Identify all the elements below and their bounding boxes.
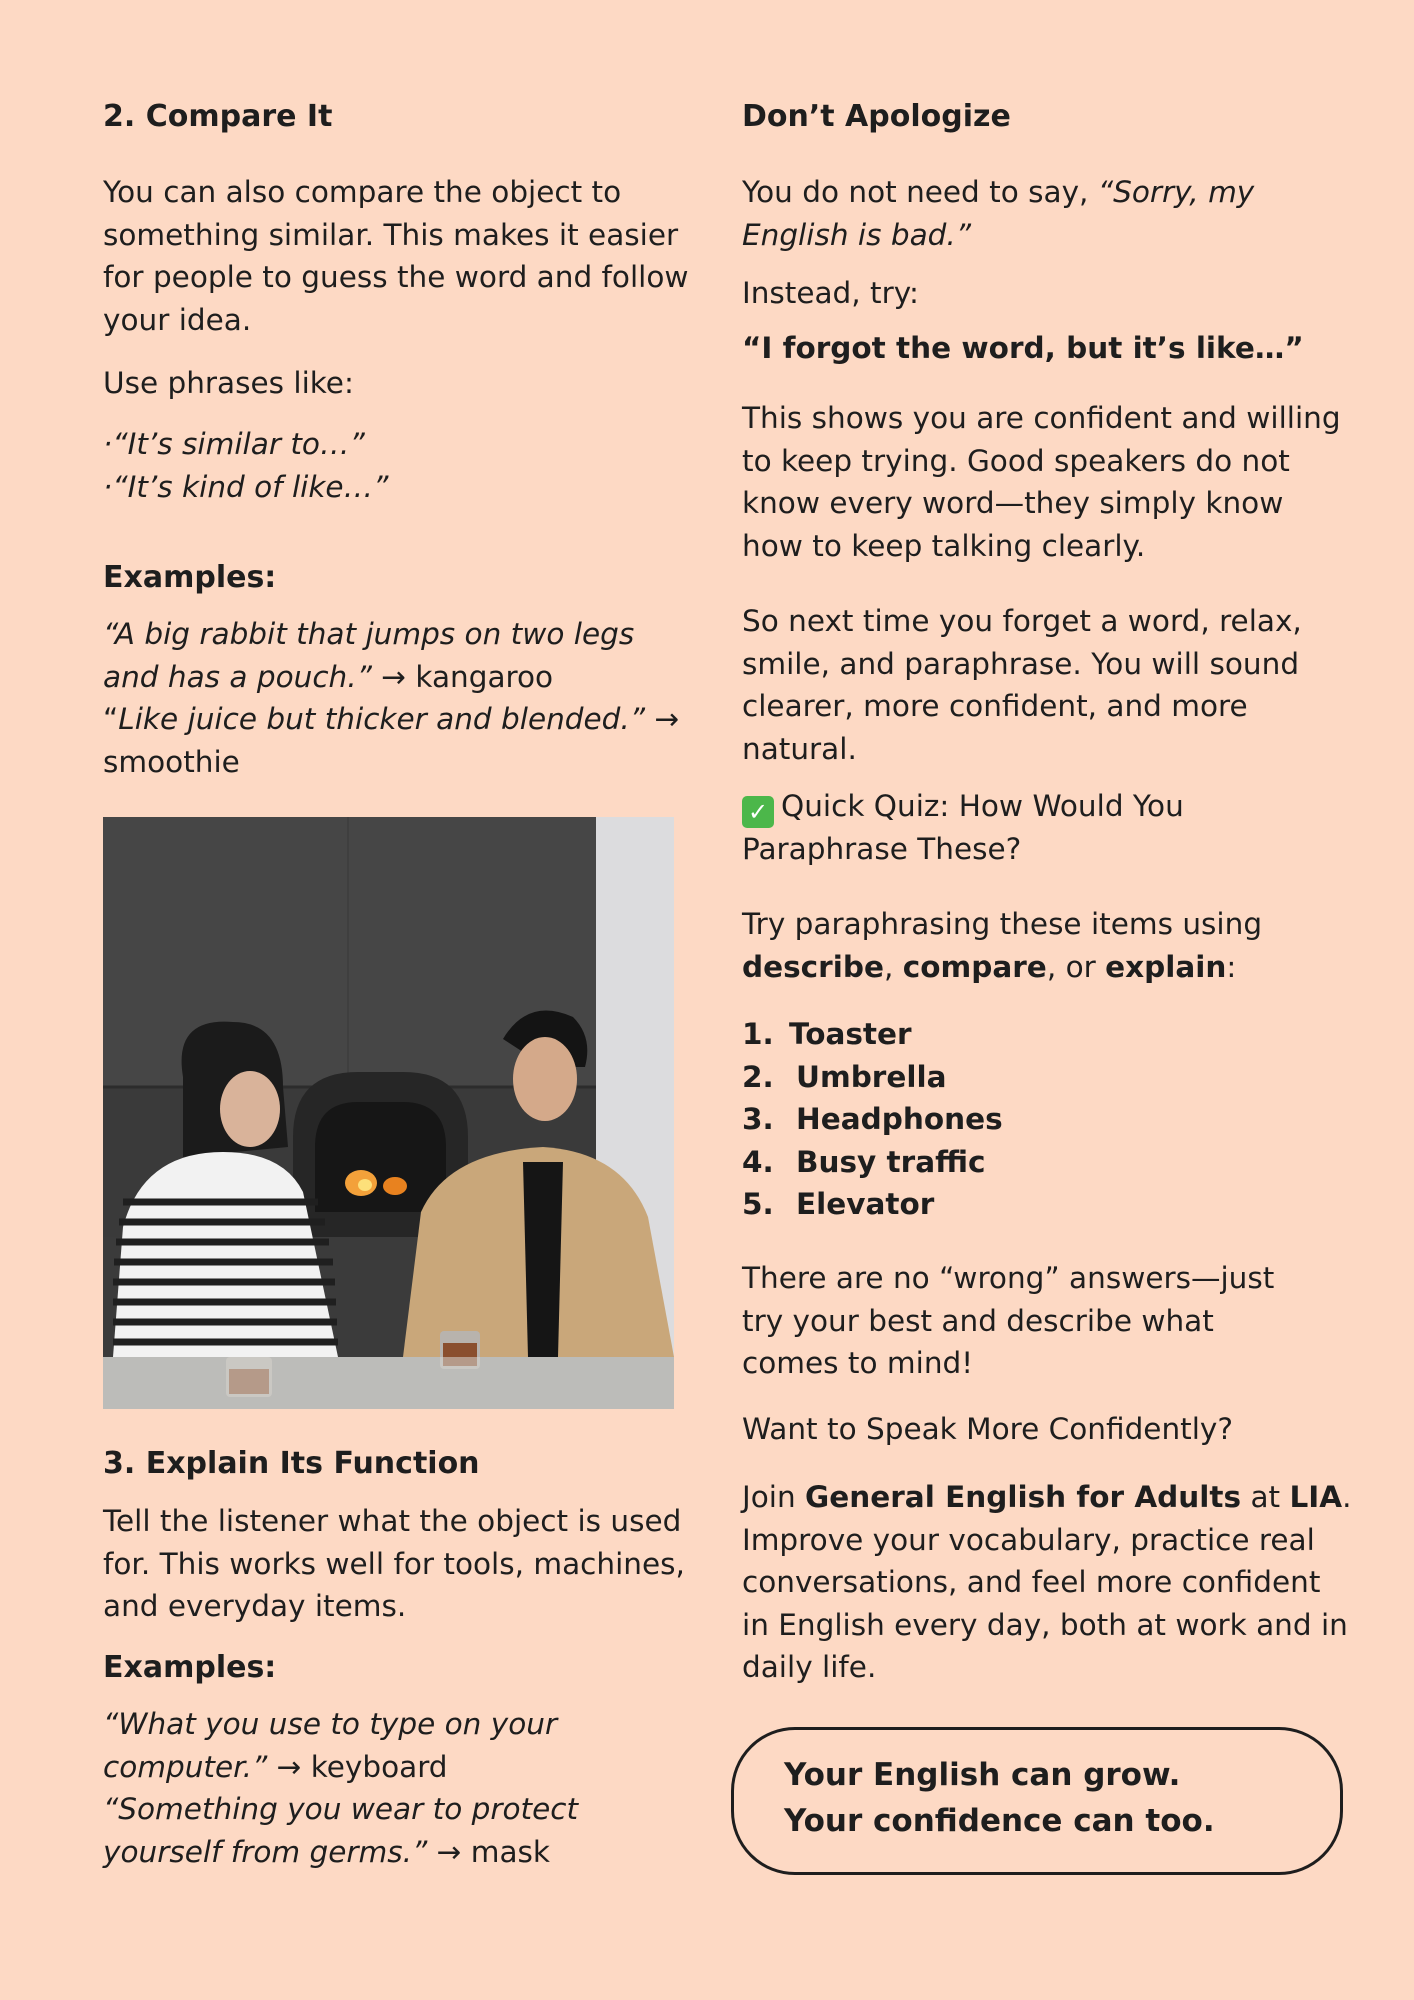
quiz-heading	[742, 785, 1302, 871]
next-time-paragraph: So next time you forget a word, relax, smile, and paraphrase. You will sound clearer, more confident, and more natural.	[742, 604, 1302, 766]
cta-paragraph	[742, 1476, 1352, 1689]
section-heading-apologize: Don’t Apologize	[742, 99, 1011, 134]
photo-illustration	[103, 817, 674, 1409]
example-item	[103, 1703, 703, 1788]
compare-examples	[103, 613, 693, 783]
example-quote: “What you use to type on your computer.”	[103, 1707, 558, 1784]
example-quote-open: “	[103, 702, 119, 736]
quiz-item-label: Busy traffic	[796, 1144, 986, 1179]
punctuation: :	[1226, 949, 1237, 984]
quiz-item-number: 3.	[742, 1102, 774, 1136]
examples-label: Examples:	[103, 1650, 277, 1685]
example-item	[103, 613, 693, 698]
quiz-intro	[742, 903, 1302, 988]
example-item	[103, 698, 693, 783]
quiz-item-label: Umbrella	[796, 1059, 947, 1094]
example-answer: → keyboard	[267, 1749, 448, 1784]
separator: , or	[1046, 949, 1106, 984]
quiz-heading-text: Quick Quiz: How Would You Paraphrase These?	[742, 789, 1184, 866]
phrase-item: ·“It’s similar to…”	[103, 427, 365, 461]
quiz-item-label: Toaster	[789, 1017, 912, 1051]
cta-join: Join	[742, 1480, 806, 1514]
keyword-compare: compare	[902, 949, 1047, 984]
quiz-item-number: 5.	[742, 1187, 774, 1221]
quiz-list	[742, 1013, 1003, 1226]
callout-line-1: Your English can grow.	[784, 1757, 1181, 1793]
separator: ,	[883, 949, 903, 984]
example-quote: “Something you wear to protect yourself from germs.”	[103, 1792, 579, 1869]
compare-paragraph: You can also compare the object to something similar. This makes it easier for people to guess the word and follow your idea.	[103, 175, 689, 337]
instead-label: Instead, try:	[742, 276, 919, 310]
phrases-intro: Use phrases like:	[103, 366, 354, 400]
quiz-item-label: Elevator	[796, 1187, 935, 1221]
check-mark-icon: ✓	[742, 796, 774, 828]
cta-rest: . Improve your vocabulary, practice real conversations, and feel more confident in English every day, both at work and in daily life.	[742, 1480, 1352, 1684]
apology-intro-text: You do not need to say,	[742, 175, 1098, 209]
example-answer: → mask	[427, 1834, 551, 1869]
course-name: General English for Adults	[805, 1480, 1242, 1514]
section-heading-explain: 3. Explain Its Function	[103, 1446, 480, 1481]
quiz-item-label: Headphones	[796, 1102, 1003, 1136]
try-phrase: “I forgot the word, but it’s like…”	[742, 331, 1304, 365]
apology-quote: “Sorry, my English is bad.”	[742, 175, 1255, 252]
example-quote: Like juice but thicker and blended.”	[118, 702, 646, 736]
school-name: LIA	[1289, 1480, 1343, 1514]
example-answer: → smoothie	[103, 702, 680, 779]
explain-paragraph: Tell the listener what the object is used for. This works well for tools, machines, and everyday items.	[103, 1504, 685, 1623]
examples-label: Examples:	[103, 560, 277, 595]
keyword-describe: describe	[742, 949, 884, 984]
keyword-explain: explain	[1105, 949, 1227, 984]
quiz-item	[742, 1098, 1003, 1141]
quiz-item	[742, 1056, 1003, 1099]
section-heading-compare: 2. Compare It	[103, 99, 333, 134]
quiz-item-number: 1.	[742, 1017, 774, 1051]
example-quote: “A big rabbit that jumps on two legs and has a pouch.”	[103, 617, 635, 694]
quiz-item-number: 4.	[742, 1144, 774, 1179]
quiz-item-number: 2.	[742, 1059, 774, 1094]
photo-two-people-talking	[103, 817, 674, 1409]
callout-text	[784, 1752, 1215, 1844]
confidence-paragraph: This shows you are confident and willing to keep trying. Good speakers do not know every word—they simply know how to keep talking clearly.	[742, 401, 1341, 563]
cta-heading: Want to Speak More Confidently?	[742, 1412, 1234, 1446]
explain-examples	[103, 1703, 703, 1873]
callout-line-2: Your confidence can too.	[784, 1803, 1215, 1839]
quiz-note: There are no “wrong” answers—just try your best and describe what comes to mind!	[742, 1261, 1275, 1380]
phrase-item: ·“It’s kind of like…”	[103, 469, 389, 504]
phrase-list	[103, 423, 388, 508]
quiz-item	[742, 1141, 1003, 1184]
example-answer: → kangaroo	[371, 659, 554, 694]
example-item	[103, 1788, 703, 1873]
quiz-intro-text: Try paraphrasing these items using	[742, 907, 1263, 941]
apology-intro	[742, 171, 1302, 256]
quiz-item	[742, 1183, 1003, 1226]
quiz-item	[742, 1013, 1003, 1056]
confidence-callout	[731, 1727, 1343, 1875]
cta-at: at	[1241, 1480, 1290, 1514]
